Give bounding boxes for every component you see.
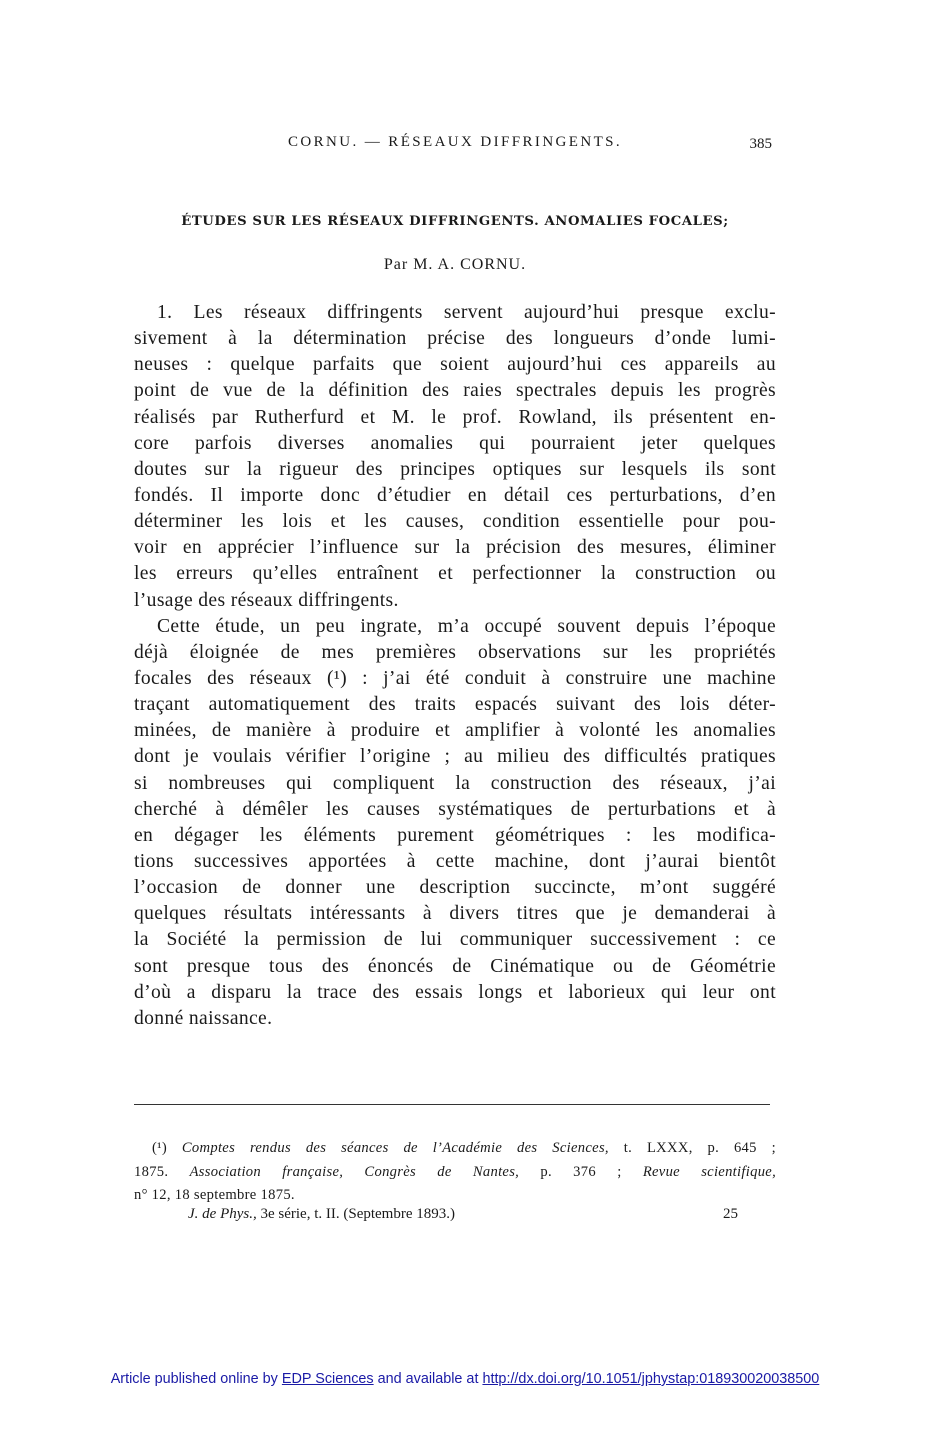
publication-banner	[0, 1371, 930, 1387]
footnote-citation: Association française, Congrès de Nantes,	[189, 1163, 520, 1180]
body-line: la Société la permission de lui communiquer successivement : ce	[134, 929, 776, 951]
body-line: minées, de manière à produire et amplifier à volonté les anomalies	[134, 720, 776, 742]
body-line: d’où a disparu la trace des essais longs et laborieux qui leur ont	[134, 981, 776, 1003]
page-number: 385	[749, 136, 772, 152]
footnote-marker: (¹)	[152, 1140, 167, 1156]
footnote-line: n° 12, 18 septembre 1875.	[134, 1187, 295, 1203]
body-line: voir en apprécier l’influence sur la précision des mesures, éliminer	[134, 537, 776, 559]
body-line: l’occasion de donner une description succincte, m’ont suggéré	[134, 877, 776, 899]
body-line: déterminer les lois et les causes, condition essentielle pour pou-	[134, 511, 776, 533]
footnote-citation: Comptes rendus des séances de l’Académie des Sciences,	[181, 1140, 609, 1156]
footnote-line	[134, 1137, 776, 1161]
running-title: CORNU. — RÉSEAUX DIFFRINGENTS.	[287, 134, 623, 150]
byline-prefix: Par	[383, 256, 409, 273]
banner-prefix: Article published online by	[110, 1371, 278, 1387]
body-line: si nombreuses qui compliquent la construction des réseaux, j’ai	[134, 772, 776, 794]
body-line: focales des réseaux (¹) : j’ai été conduit à construire une machine	[134, 667, 776, 689]
byline	[134, 256, 776, 274]
doi-link[interactable]: http://dx.doi.org/10.1051/jphystap:018930020038500	[482, 1371, 820, 1387]
body-line: sivement à la détermination précise des longueurs d’onde lumi-	[134, 328, 776, 350]
body-line: neuses : quelque parfaits que soient aujourd’hui ces appareils au	[134, 354, 776, 376]
footnote-line	[134, 1161, 776, 1185]
body-line: quelques résultats intéressants à divers titres que je demanderai à	[134, 903, 776, 925]
running-header	[134, 134, 776, 156]
body-line: Cette étude, un peu ingrate, m’a occupé souvent depuis l’époque	[157, 615, 776, 637]
footnote-citation: t. LXXX, p. 645 ;	[623, 1140, 776, 1156]
body-line: sont presque tous des énoncés de Cinématique ou de Géométrie	[134, 955, 776, 977]
body-line: en dégager les éléments purement géométriques : les modifica-	[134, 824, 776, 846]
banner-middle: and available at	[377, 1371, 479, 1387]
body-line: tions successives apportées à cette machine, dont j’aurai bientôt	[134, 850, 776, 872]
journal-reference	[188, 1206, 738, 1223]
byline-author: M. A. CORNU.	[413, 256, 527, 273]
footnote-citation: Revue scientifique,	[642, 1163, 777, 1180]
article-title: ÉTUDES SUR LES RÉSEAUX DIFFRINGENTS. ANOMALIES FOCALES;	[181, 214, 729, 229]
body-line: point de vue de la définition des raies spectrales depuis les progrès	[134, 380, 776, 402]
body-line: donné naissance.	[134, 1007, 273, 1029]
journal-name: J. de Phys.,	[188, 1206, 257, 1222]
footnote	[134, 1137, 776, 1208]
body-line: l’usage des réseaux diffringents.	[134, 589, 399, 611]
body-line: déjà éloignée de mes premières observations sur les propriétés	[134, 641, 776, 663]
body-text	[134, 300, 776, 1032]
body-line: core parfois diverses anomalies qui pourraient jeter quelques	[134, 432, 776, 454]
body-line: dont je voulais vérifier l’origine ; au milieu des difficultés pratiques	[134, 746, 776, 768]
footnote-year: 1875.	[134, 1163, 169, 1180]
body-line: cherché à démêler les causes systématiques de perturbations et à	[134, 798, 776, 820]
body-line: traçant automatiquement des traits espacés suivant des lois déter-	[134, 694, 776, 716]
footnote-citation: p. 376 ;	[540, 1163, 622, 1180]
signature-number: 25	[723, 1206, 738, 1222]
body-line: les erreurs qu’elles entraînent et perfectionner la construction ou	[134, 563, 776, 585]
publisher-link[interactable]: EDP Sciences	[281, 1371, 374, 1387]
body-line: fondés. Il importe donc d’étudier en détail ces perturbations, d’en	[134, 484, 776, 506]
body-line: 1. Les réseaux diffringents servent aujourd’hui presque exclu-	[157, 302, 776, 323]
journal-series: 3e série, t. II. (Septembre 1893.)	[260, 1206, 456, 1222]
body-line: réalisés par Rutherfurd et M. le prof. Rowland, ils présentent en-	[134, 406, 776, 428]
footnote-divider	[134, 1104, 770, 1105]
body-line: doutes sur la rigueur des principes optiques sur lesquels ils sont	[134, 458, 776, 480]
